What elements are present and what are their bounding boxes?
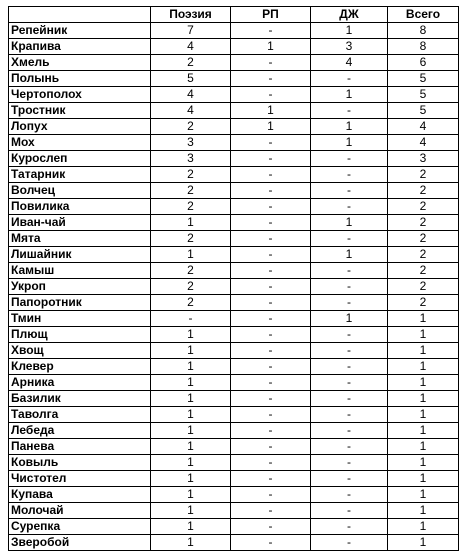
table-row: [9, 231, 459, 247]
table-cell-name: Татарник: [9, 167, 151, 183]
table-cell-dzh: 1: [311, 23, 388, 39]
table-cell-name: Хмель: [9, 55, 151, 71]
table-cell-poetry: 4: [151, 103, 231, 119]
table-row: [9, 407, 459, 423]
table-row: [9, 135, 459, 151]
table-cell-total: 4: [388, 119, 459, 135]
table-cell-dzh: 1: [311, 135, 388, 151]
table-cell-total: 1: [388, 343, 459, 359]
table-cell-total: 8: [388, 23, 459, 39]
table-cell-poetry: 2: [151, 231, 231, 247]
table-cell-total: 1: [388, 471, 459, 487]
table-cell-name: Полынь: [9, 71, 151, 87]
table-cell-poetry: 1: [151, 423, 231, 439]
table-cell-total: 3: [388, 151, 459, 167]
table-cell-rp: -: [231, 439, 311, 455]
table-row: [9, 343, 459, 359]
table-cell-total: 6: [388, 55, 459, 71]
table-row: [9, 103, 459, 119]
table-body: [9, 23, 459, 551]
table-cell-rp: -: [231, 55, 311, 71]
table-cell-total: 1: [388, 391, 459, 407]
header-cell-total: Всего: [388, 7, 459, 23]
table-cell-name: Лебеда: [9, 423, 151, 439]
table-cell-poetry: 2: [151, 183, 231, 199]
table-cell-dzh: 3: [311, 39, 388, 55]
table-cell-rp: -: [231, 327, 311, 343]
table-cell-name: Камыш: [9, 263, 151, 279]
table-cell-poetry: 1: [151, 391, 231, 407]
table-cell-total: 1: [388, 359, 459, 375]
table-cell-total: 1: [388, 503, 459, 519]
table-row: [9, 151, 459, 167]
table-cell-poetry: 2: [151, 119, 231, 135]
table-cell-poetry: 2: [151, 263, 231, 279]
table-cell-poetry: 1: [151, 407, 231, 423]
table-cell-poetry: 1: [151, 375, 231, 391]
table-cell-name: Лишайник: [9, 247, 151, 263]
table-cell-rp: -: [231, 343, 311, 359]
table-cell-total: 2: [388, 295, 459, 311]
table-row: [9, 71, 459, 87]
table-cell-rp: -: [231, 391, 311, 407]
table-cell-name: Зверобой: [9, 535, 151, 551]
table-cell-rp: -: [231, 231, 311, 247]
table-cell-name: Тмин: [9, 311, 151, 327]
table-cell-poetry: 2: [151, 199, 231, 215]
table-cell-name: Тростник: [9, 103, 151, 119]
table-cell-name: Папоротник: [9, 295, 151, 311]
header-cell-dzh: ДЖ: [311, 7, 388, 23]
table-cell-rp: -: [231, 407, 311, 423]
table-cell-poetry: 1: [151, 439, 231, 455]
table-cell-dzh: -: [311, 471, 388, 487]
table-cell-dzh: -: [311, 487, 388, 503]
table-cell-total: 5: [388, 87, 459, 103]
table-cell-dzh: -: [311, 103, 388, 119]
table-cell-total: 1: [388, 423, 459, 439]
table-cell-poetry: 4: [151, 87, 231, 103]
table-cell-dzh: -: [311, 231, 388, 247]
table-cell-rp: 1: [231, 119, 311, 135]
table-cell-rp: 1: [231, 39, 311, 55]
table-cell-rp: -: [231, 471, 311, 487]
table-cell-total: 1: [388, 455, 459, 471]
table-cell-dzh: -: [311, 439, 388, 455]
table-cell-total: 8: [388, 39, 459, 55]
table-cell-name: Лопух: [9, 119, 151, 135]
table-cell-poetry: 2: [151, 55, 231, 71]
plants-table: [8, 6, 459, 551]
table-row: [9, 487, 459, 503]
table-cell-name: Ковыль: [9, 455, 151, 471]
table-cell-total: 1: [388, 407, 459, 423]
table-cell-total: 2: [388, 279, 459, 295]
table-cell-dzh: -: [311, 359, 388, 375]
table-cell-total: 5: [388, 71, 459, 87]
table-row: [9, 199, 459, 215]
table-cell-rp: -: [231, 263, 311, 279]
table-row: [9, 503, 459, 519]
table-row: [9, 23, 459, 39]
table-cell-dzh: -: [311, 519, 388, 535]
table-row: [9, 295, 459, 311]
table-cell-name: Репейник: [9, 23, 151, 39]
table-cell-name: Арника: [9, 375, 151, 391]
table-cell-poetry: 1: [151, 471, 231, 487]
table-row: [9, 263, 459, 279]
table-cell-name: Волчец: [9, 183, 151, 199]
table-cell-rp: -: [231, 71, 311, 87]
table-cell-poetry: 7: [151, 23, 231, 39]
table-cell-poetry: 1: [151, 343, 231, 359]
table-cell-poetry: 5: [151, 71, 231, 87]
table-cell-dzh: 4: [311, 55, 388, 71]
table-cell-name: Клевер: [9, 359, 151, 375]
table-row: [9, 119, 459, 135]
table-row: [9, 167, 459, 183]
table-cell-dzh: -: [311, 407, 388, 423]
table-cell-dzh: -: [311, 327, 388, 343]
table-cell-name: Хвощ: [9, 343, 151, 359]
table-cell-dzh: 1: [311, 119, 388, 135]
table-cell-rp: -: [231, 311, 311, 327]
table-cell-rp: -: [231, 199, 311, 215]
table-cell-rp: -: [231, 423, 311, 439]
table-cell-total: 2: [388, 183, 459, 199]
table-cell-total: 1: [388, 327, 459, 343]
table-cell-name: Сурепка: [9, 519, 151, 535]
table-row: [9, 87, 459, 103]
table-cell-rp: -: [231, 215, 311, 231]
table-cell-dzh: -: [311, 199, 388, 215]
table-row: [9, 471, 459, 487]
table-cell-rp: -: [231, 135, 311, 151]
table-cell-total: 1: [388, 487, 459, 503]
table-cell-rp: -: [231, 279, 311, 295]
table-cell-rp: -: [231, 359, 311, 375]
table-cell-name: Панева: [9, 439, 151, 455]
table-row: [9, 439, 459, 455]
table-cell-dzh: 1: [311, 247, 388, 263]
table-cell-dzh: -: [311, 295, 388, 311]
table-cell-poetry: 1: [151, 359, 231, 375]
table-cell-rp: -: [231, 247, 311, 263]
header-cell-name: [9, 7, 151, 23]
table-cell-poetry: 4: [151, 39, 231, 55]
table-row: [9, 519, 459, 535]
table-cell-poetry: -: [151, 311, 231, 327]
table-row: [9, 311, 459, 327]
table-cell-rp: -: [231, 295, 311, 311]
table-cell-dzh: -: [311, 71, 388, 87]
table-cell-rp: -: [231, 375, 311, 391]
table-cell-rp: -: [231, 151, 311, 167]
table-cell-name: Повилика: [9, 199, 151, 215]
table-cell-dzh: -: [311, 151, 388, 167]
table-cell-dzh: -: [311, 535, 388, 551]
table-cell-total: 1: [388, 439, 459, 455]
table-cell-poetry: 2: [151, 295, 231, 311]
table-cell-poetry: 1: [151, 215, 231, 231]
table-cell-dzh: 1: [311, 87, 388, 103]
table-cell-name: Чистотел: [9, 471, 151, 487]
table-row: [9, 359, 459, 375]
table-cell-total: 1: [388, 535, 459, 551]
table-cell-total: 2: [388, 263, 459, 279]
table-cell-rp: -: [231, 87, 311, 103]
table-cell-total: 4: [388, 135, 459, 151]
table-cell-dzh: 1: [311, 215, 388, 231]
table-cell-rp: 1: [231, 103, 311, 119]
plants-table-container: [8, 6, 459, 551]
table-cell-poetry: 2: [151, 167, 231, 183]
table-cell-poetry: 3: [151, 135, 231, 151]
table-cell-total: 2: [388, 247, 459, 263]
table-row: [9, 455, 459, 471]
table-row: [9, 215, 459, 231]
table-row: [9, 55, 459, 71]
table-cell-dzh: -: [311, 167, 388, 183]
table-cell-dzh: -: [311, 183, 388, 199]
table-cell-poetry: 1: [151, 519, 231, 535]
table-row: [9, 423, 459, 439]
table-cell-name: Таволга: [9, 407, 151, 423]
table-cell-total: 1: [388, 311, 459, 327]
table-row: [9, 535, 459, 551]
table-cell-name: Молочай: [9, 503, 151, 519]
table-cell-name: Купава: [9, 487, 151, 503]
table-row: [9, 247, 459, 263]
table-cell-total: 2: [388, 167, 459, 183]
table-cell-total: 5: [388, 103, 459, 119]
table-cell-total: 2: [388, 199, 459, 215]
table-cell-total: 1: [388, 519, 459, 535]
table-cell-dzh: -: [311, 391, 388, 407]
table-cell-total: 1: [388, 375, 459, 391]
table-cell-dzh: -: [311, 375, 388, 391]
header-cell-poetry: Поэзия: [151, 7, 231, 23]
table-cell-rp: -: [231, 183, 311, 199]
table-cell-name: Укроп: [9, 279, 151, 295]
table-cell-rp: -: [231, 535, 311, 551]
table-cell-dzh: -: [311, 263, 388, 279]
table-cell-poetry: 1: [151, 455, 231, 471]
table-cell-poetry: 3: [151, 151, 231, 167]
table-row: [9, 279, 459, 295]
table-cell-name: Курослеп: [9, 151, 151, 167]
table-cell-poetry: 1: [151, 327, 231, 343]
table-cell-rp: -: [231, 167, 311, 183]
table-cell-name: Мох: [9, 135, 151, 151]
table-cell-name: Чертополох: [9, 87, 151, 103]
table-cell-dzh: -: [311, 423, 388, 439]
table-cell-poetry: 2: [151, 279, 231, 295]
table-row: [9, 183, 459, 199]
table-cell-name: Крапива: [9, 39, 151, 55]
header-cell-rp: РП: [231, 7, 311, 23]
table-cell-dzh: 1: [311, 311, 388, 327]
table-cell-dzh: -: [311, 343, 388, 359]
table-cell-rp: -: [231, 519, 311, 535]
table-cell-rp: -: [231, 23, 311, 39]
table-cell-name: Плющ: [9, 327, 151, 343]
table-cell-dzh: -: [311, 455, 388, 471]
table-cell-rp: -: [231, 487, 311, 503]
table-cell-rp: -: [231, 455, 311, 471]
table-cell-total: 2: [388, 231, 459, 247]
table-cell-rp: -: [231, 503, 311, 519]
table-cell-name: Иван-чай: [9, 215, 151, 231]
table-cell-dzh: -: [311, 279, 388, 295]
table-cell-dzh: -: [311, 503, 388, 519]
table-row: [9, 391, 459, 407]
table-cell-poetry: 1: [151, 535, 231, 551]
header-row: [9, 7, 459, 23]
table-row: [9, 39, 459, 55]
table-cell-name: Базилик: [9, 391, 151, 407]
table-cell-total: 2: [388, 215, 459, 231]
table-row: [9, 327, 459, 343]
table-cell-poetry: 1: [151, 503, 231, 519]
table-row: [9, 375, 459, 391]
table-cell-poetry: 1: [151, 487, 231, 503]
table-cell-name: Мята: [9, 231, 151, 247]
table-cell-poetry: 1: [151, 247, 231, 263]
